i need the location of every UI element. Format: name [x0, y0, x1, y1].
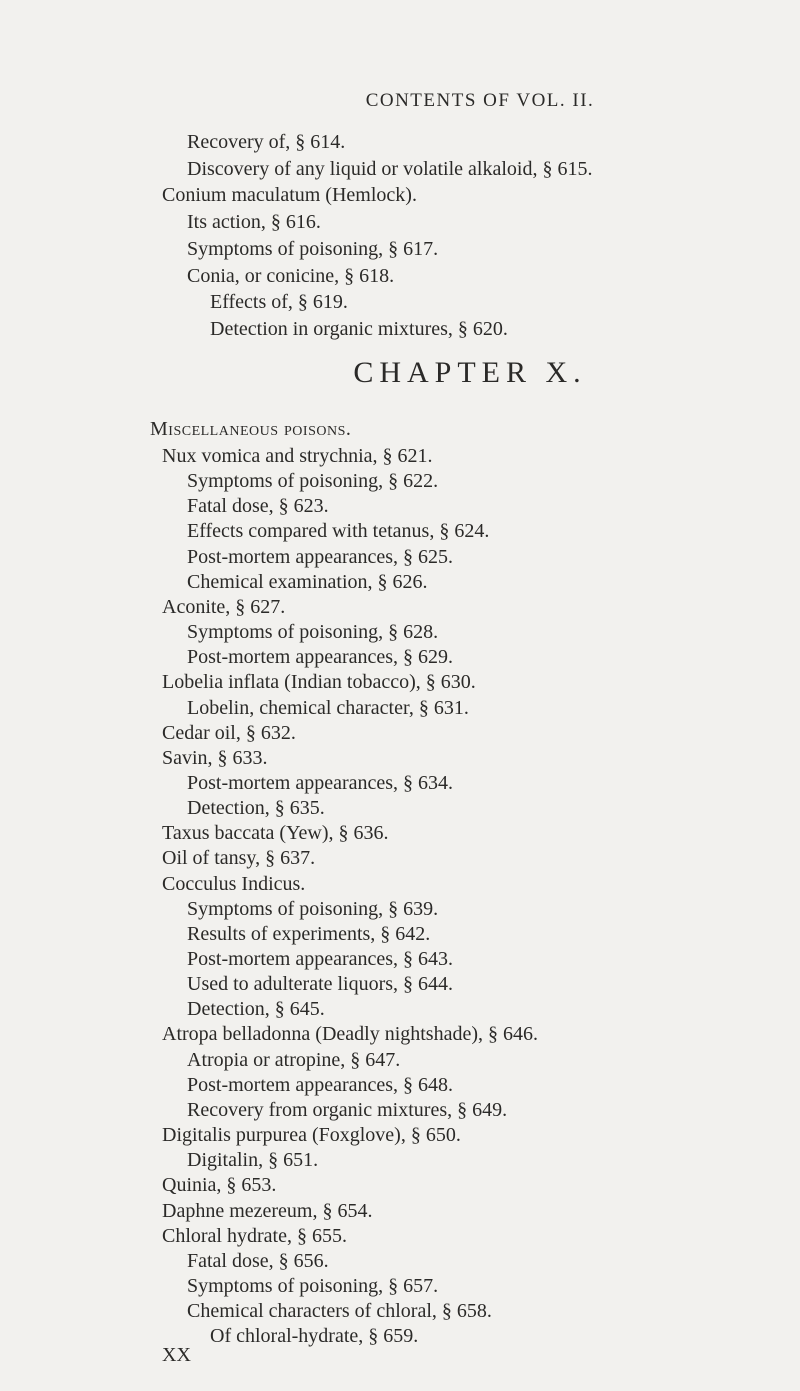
contents-entry: Daphne mezereum, § 654. — [162, 1199, 373, 1222]
contents-entry: Lobelin, chemical character, § 631. — [187, 696, 469, 719]
section-heading: Miscellaneous poisons. — [150, 418, 352, 440]
contents-entry: Fatal dose, § 656. — [187, 1249, 329, 1272]
contents-entry: Its action, § 616. — [187, 211, 321, 234]
contents-entry: Effects compared with tetanus, § 624. — [187, 520, 490, 543]
contents-entry: Recovery from organic mixtures, § 649. — [187, 1098, 508, 1121]
running-head: CONTENTS OF VOL. II. — [365, 90, 595, 111]
contents-entry: Discovery of any liquid or volatile alkaloid, § 615. — [187, 157, 593, 180]
contents-entry: Detection, § 645. — [187, 998, 325, 1021]
contents-entry: Fatal dose, § 623. — [187, 495, 329, 518]
contents-entry: Post-mortem appearances, § 648. — [187, 1073, 454, 1096]
contents-entry: Taxus baccata (Yew), § 636. — [162, 822, 389, 845]
contents-entry: Symptoms of poisoning, § 639. — [187, 897, 439, 920]
contents-entry: Digitalis purpurea (Foxglove), § 650. — [162, 1124, 461, 1147]
contents-entry: Post-mortem appearances, § 629. — [187, 646, 454, 669]
contents-entry: Recovery of, § 614. — [187, 131, 346, 153]
contents-entry: Of chloral-hydrate, § 659. — [210, 1325, 419, 1348]
contents-entry: Lobelia inflata (Indian tobacco), § 630. — [162, 671, 476, 694]
contents-entry: Used to adulterate liquors, § 644. — [187, 973, 454, 996]
contents-entry: Chloral hydrate, § 655. — [162, 1224, 347, 1247]
contents-entry: Chemical examination, § 626. — [187, 570, 428, 593]
contents-entry: Post-mortem appearances, § 643. — [187, 948, 454, 970]
contents-entry: Savin, § 633. — [162, 746, 268, 769]
contents-entry: Atropia or atropine, § 647. — [187, 1048, 401, 1071]
contents-entry: Chemical characters of chloral, § 658. — [187, 1300, 492, 1323]
contents-entry: Symptoms of poisoning, § 657. — [187, 1274, 439, 1297]
contents-entry: Conia, or conicine, § 618. — [187, 264, 395, 287]
contents-entry: Symptoms of poisoning, § 617. — [187, 237, 439, 260]
contents-entry: Results of experiments, § 642. — [187, 922, 431, 945]
contents-entry: Symptoms of poisoning, § 628. — [187, 621, 439, 644]
page-folio: XX — [162, 1344, 191, 1366]
contents-entry: Digitalin, § 651. — [187, 1149, 319, 1172]
contents-entry: Conium maculatum (Hemlock). — [162, 184, 417, 207]
contents-entry: Cedar oil, § 632. — [162, 721, 296, 744]
chapter-title: CHAPTER X. — [353, 356, 587, 389]
contents-entry: Quinia, § 653. — [162, 1174, 277, 1197]
contents-entry: Oil of tansy, § 637. — [162, 847, 316, 870]
contents-entry: Detection in organic mixtures, § 620. — [210, 317, 508, 340]
contents-entry: Post-mortem appearances, § 625. — [187, 545, 454, 568]
contents-entry: Symptoms of poisoning, § 622. — [187, 470, 439, 493]
contents-entry: Nux vomica and strychnia, § 621. — [162, 445, 433, 467]
contents-entry: Effects of, § 619. — [210, 291, 348, 314]
contents-entry: Cocculus Indicus. — [162, 872, 306, 895]
contents-entry: Aconite, § 627. — [162, 595, 286, 618]
contents-entry: Post-mortem appearances, § 634. — [187, 771, 454, 794]
contents-entry: Atropa belladonna (Deadly nightshade), § 646. — [162, 1023, 539, 1046]
contents-entry: Detection, § 635. — [187, 797, 325, 820]
